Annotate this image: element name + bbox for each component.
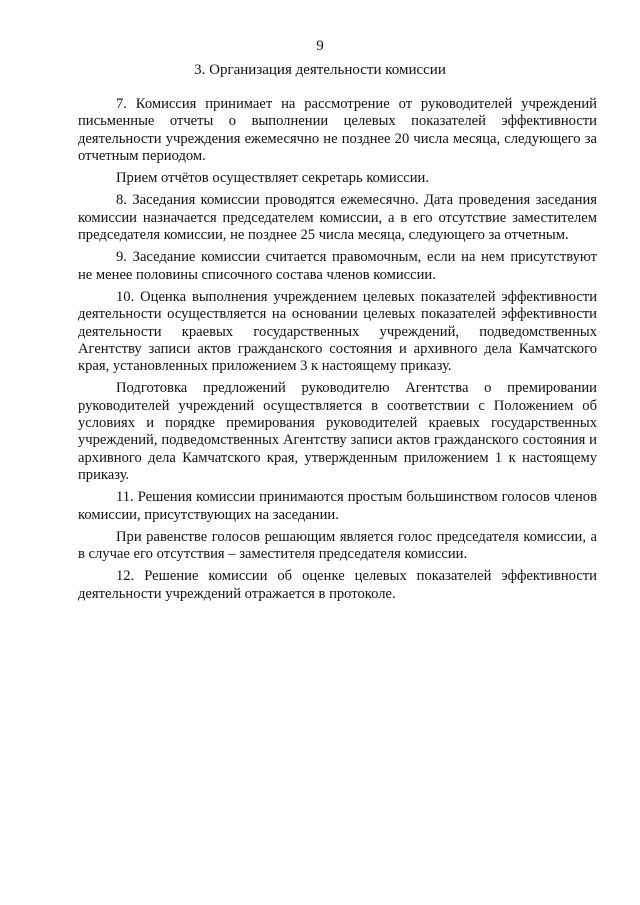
paragraph-reports-receipt: Прием отчётов осуществляет секретарь комиссии. bbox=[116, 170, 429, 187]
paragraph-11: 11. Решения комиссии принимаются простым большинством голосов членов комиссии, присутствующих на заседании. bbox=[78, 489, 597, 523]
paragraph-9: 9. Заседание комиссии считается правомочным, если на нем присутствуют не менее половины списочного состава членов комиссии. bbox=[78, 249, 597, 283]
page-number: 9 bbox=[316, 38, 324, 54]
paragraph-10: 10. Оценка выполнения учреждением целевых показателей эффективности деятельности осуществляется на основании целевых показателей эффективности деятельности краевых государственных учреждений, подведомственных Агентству записи актов гражданского состояния и архивного дела Камчатского края, установленных приложением 3 к настоящему приказу. bbox=[78, 288, 597, 375]
paragraph-bonus-proposals: Подготовка предложений руководителю Агентства о премировании руководителей учреждений осуществляется в соответствии с Положением об условиях и порядке премирования руководителей краевых государственных учреждений, подведомственных Агентству записи актов гражданского состояния и архивного дела Камчатского края, утвержденным приложением 1 к настоящему приказу. bbox=[78, 380, 597, 483]
section-title: 3. Организация деятельности комиссии bbox=[194, 62, 446, 78]
paragraph-7: 7. Комиссия принимает на рассмотрение от руководителей учреждений письменные отчеты о выполнении целевых показателей эффективности деятельности учреждения ежемесячно не позднее 20 числа месяца, следующего за отчетным периодом. bbox=[78, 96, 597, 164]
paragraph-12: 12. Решение комиссии об оценке целевых показателей эффективности деятельности учреждений отражается в протоколе. bbox=[78, 568, 597, 602]
paragraph-8: 8. Заседания комиссии проводятся ежемесячно. Дата проведения заседания комиссии назначается председателем комиссии, а в его отсутствие заместителем председателя комиссии, не позднее 25 числа месяца, следующего за отчетным. bbox=[78, 192, 597, 244]
document-body bbox=[78, 96, 597, 608]
paragraph-tie-vote: При равенстве голосов решающим является голос председателя комиссии, а в случае его отсутствия – заместителя председателя комиссии. bbox=[78, 528, 597, 563]
